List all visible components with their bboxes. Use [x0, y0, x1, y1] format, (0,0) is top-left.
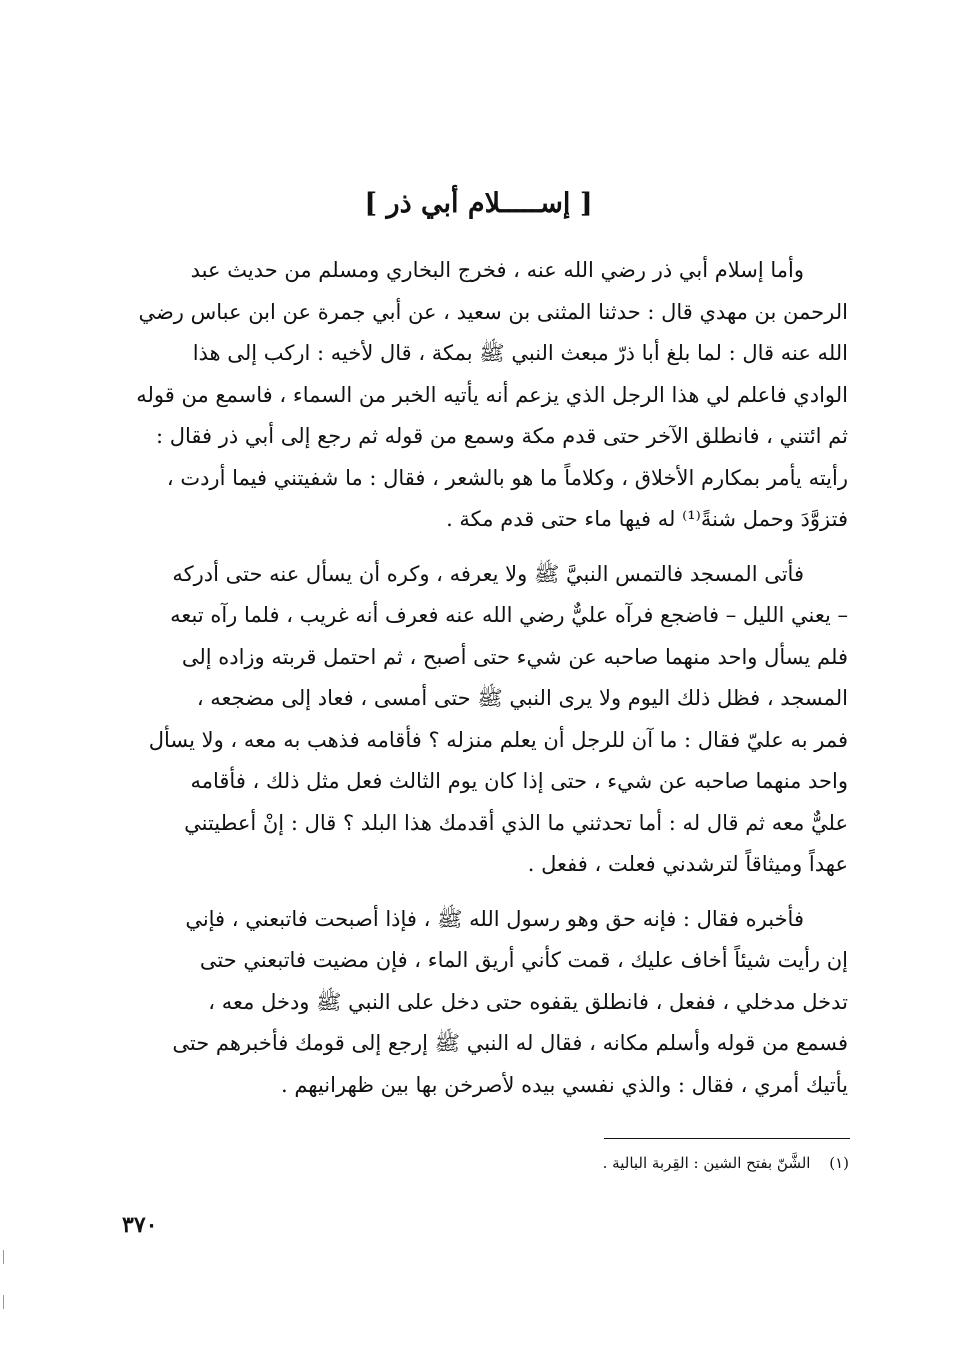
footnote-separator — [604, 1138, 850, 1139]
text-line: فأتى المسجد فالتمس النبيَّ ﷺ ولا يعرفه ، وكره أن يسأل عنه حتى أدركه — [172, 561, 804, 586]
text-line: وأما إسلام أبي ذر رضي الله عنه ، فخرج البخاري ومسلم من حديث عبد — [190, 258, 804, 282]
paragraph — [128, 899, 848, 1107]
text-line: ثم ائتني ، فانطلق الآخر حتى قدم مكة وسمع من قوله ثم رجع إلى أبي ذر فقال : — [155, 424, 848, 448]
text-line: يأتيك أمري ، فقال : والذي نفسي بيده لأصرخن بها بين ظهرانيهم . — [280, 1072, 848, 1097]
text-line: رأيته يأمر بمكارم الأخلاق ، وكلاماً ما هو بالشعر ، فقال : ما شفيتني فيما أردت ، — [166, 465, 848, 490]
margin-mark — [3, 1295, 4, 1309]
text-line: فتزوَّدَ وحمل شنةً⁽¹⁾ له فيها ماء حتى قدم مكة . — [446, 507, 848, 531]
page-number: ٣٧٠ — [122, 1212, 158, 1238]
text-line: – يعني الليل – فاضجع فرآه عليٌّ رضي الله عنه فعرف أنه غريب ، فلما رآه تبعه — [170, 603, 848, 627]
text-line: فسمع من قوله وأسلم مكانه ، فقال له النبي ﷺ إرجع إلى قومك فأخبرهم حتى — [172, 1031, 848, 1055]
text-line: عليٌّ معه ثم قال له : أما تحدثني ما الذي أقدمك هذا البلد ؟ قال : إنْ أعطيتني — [184, 810, 848, 835]
footnote-text: الشَّنّ بفتح الشين : القِربة البالية . — [602, 1154, 811, 1172]
text-line: المسجد ، فظل ذلك اليوم ولا يرى النبي ﷺ حتى أمسى ، فعاد إلى مضجعه ، — [196, 686, 848, 710]
body-text — [128, 250, 848, 1106]
text-line: تدخل مدخلي ، ففعل ، فانطلق يقفوه حتى دخل على النبي ﷺ ودخل معه ، — [208, 989, 848, 1014]
text-line: فأخبره فقال : فإنه حق وهو رسول الله ﷺ ، فإذا أصبحت فاتبعني ، فإني — [185, 906, 804, 931]
text-line: فمر به عليّ فقال : ما آن للرجل أن يعلم منزله ؟ فأقامه فذهب به معه ، ولا يسأل — [148, 727, 848, 752]
section-heading: [ إســـــلام أبي ذر ] — [364, 188, 593, 219]
text-line: فلم يسأل واحد منهما صاحبه عن شيء حتى أصبح ، ثم احتمل قربته وزاده إلى — [181, 644, 848, 669]
paragraph — [128, 554, 848, 886]
margin-mark — [3, 1250, 4, 1264]
text-line: واحد منهما صاحبه عن شيء ، حتى إذا كان يوم الثالث فعل مثل ذلك ، فأقامه — [190, 769, 848, 793]
text-line: الوادي فاعلم لي هذا الرجل الذي يزعم أنه يأتيه الخبر من السماء ، فاسمع من قوله — [136, 382, 848, 407]
footnote — [129, 1154, 849, 1172]
text-line: الله عنه قال : لما بلغ أبا ذرّ مبعث النبي ﷺ بمكة ، قال لأخيه : اركب إلى هذا — [192, 341, 848, 365]
text-line: إن رأيت شيئاً أخاف عليك ، قمت كأني أريق الماء ، فإن مضيت فاتبعني حتى — [199, 948, 848, 972]
paragraph — [128, 250, 848, 541]
paragraph-gap — [128, 541, 848, 554]
text-line: عهداً وميثاقاً لترشدني فعلت ، ففعل . — [527, 852, 848, 876]
footnote-number: (١) — [829, 1154, 849, 1172]
paragraph-gap — [128, 886, 848, 899]
text-line: الرحمن بن مهدي قال : حدثنا المثنى بن سعيد ، عن أبي جمرة عن ابن عباس رضي — [138, 299, 848, 324]
